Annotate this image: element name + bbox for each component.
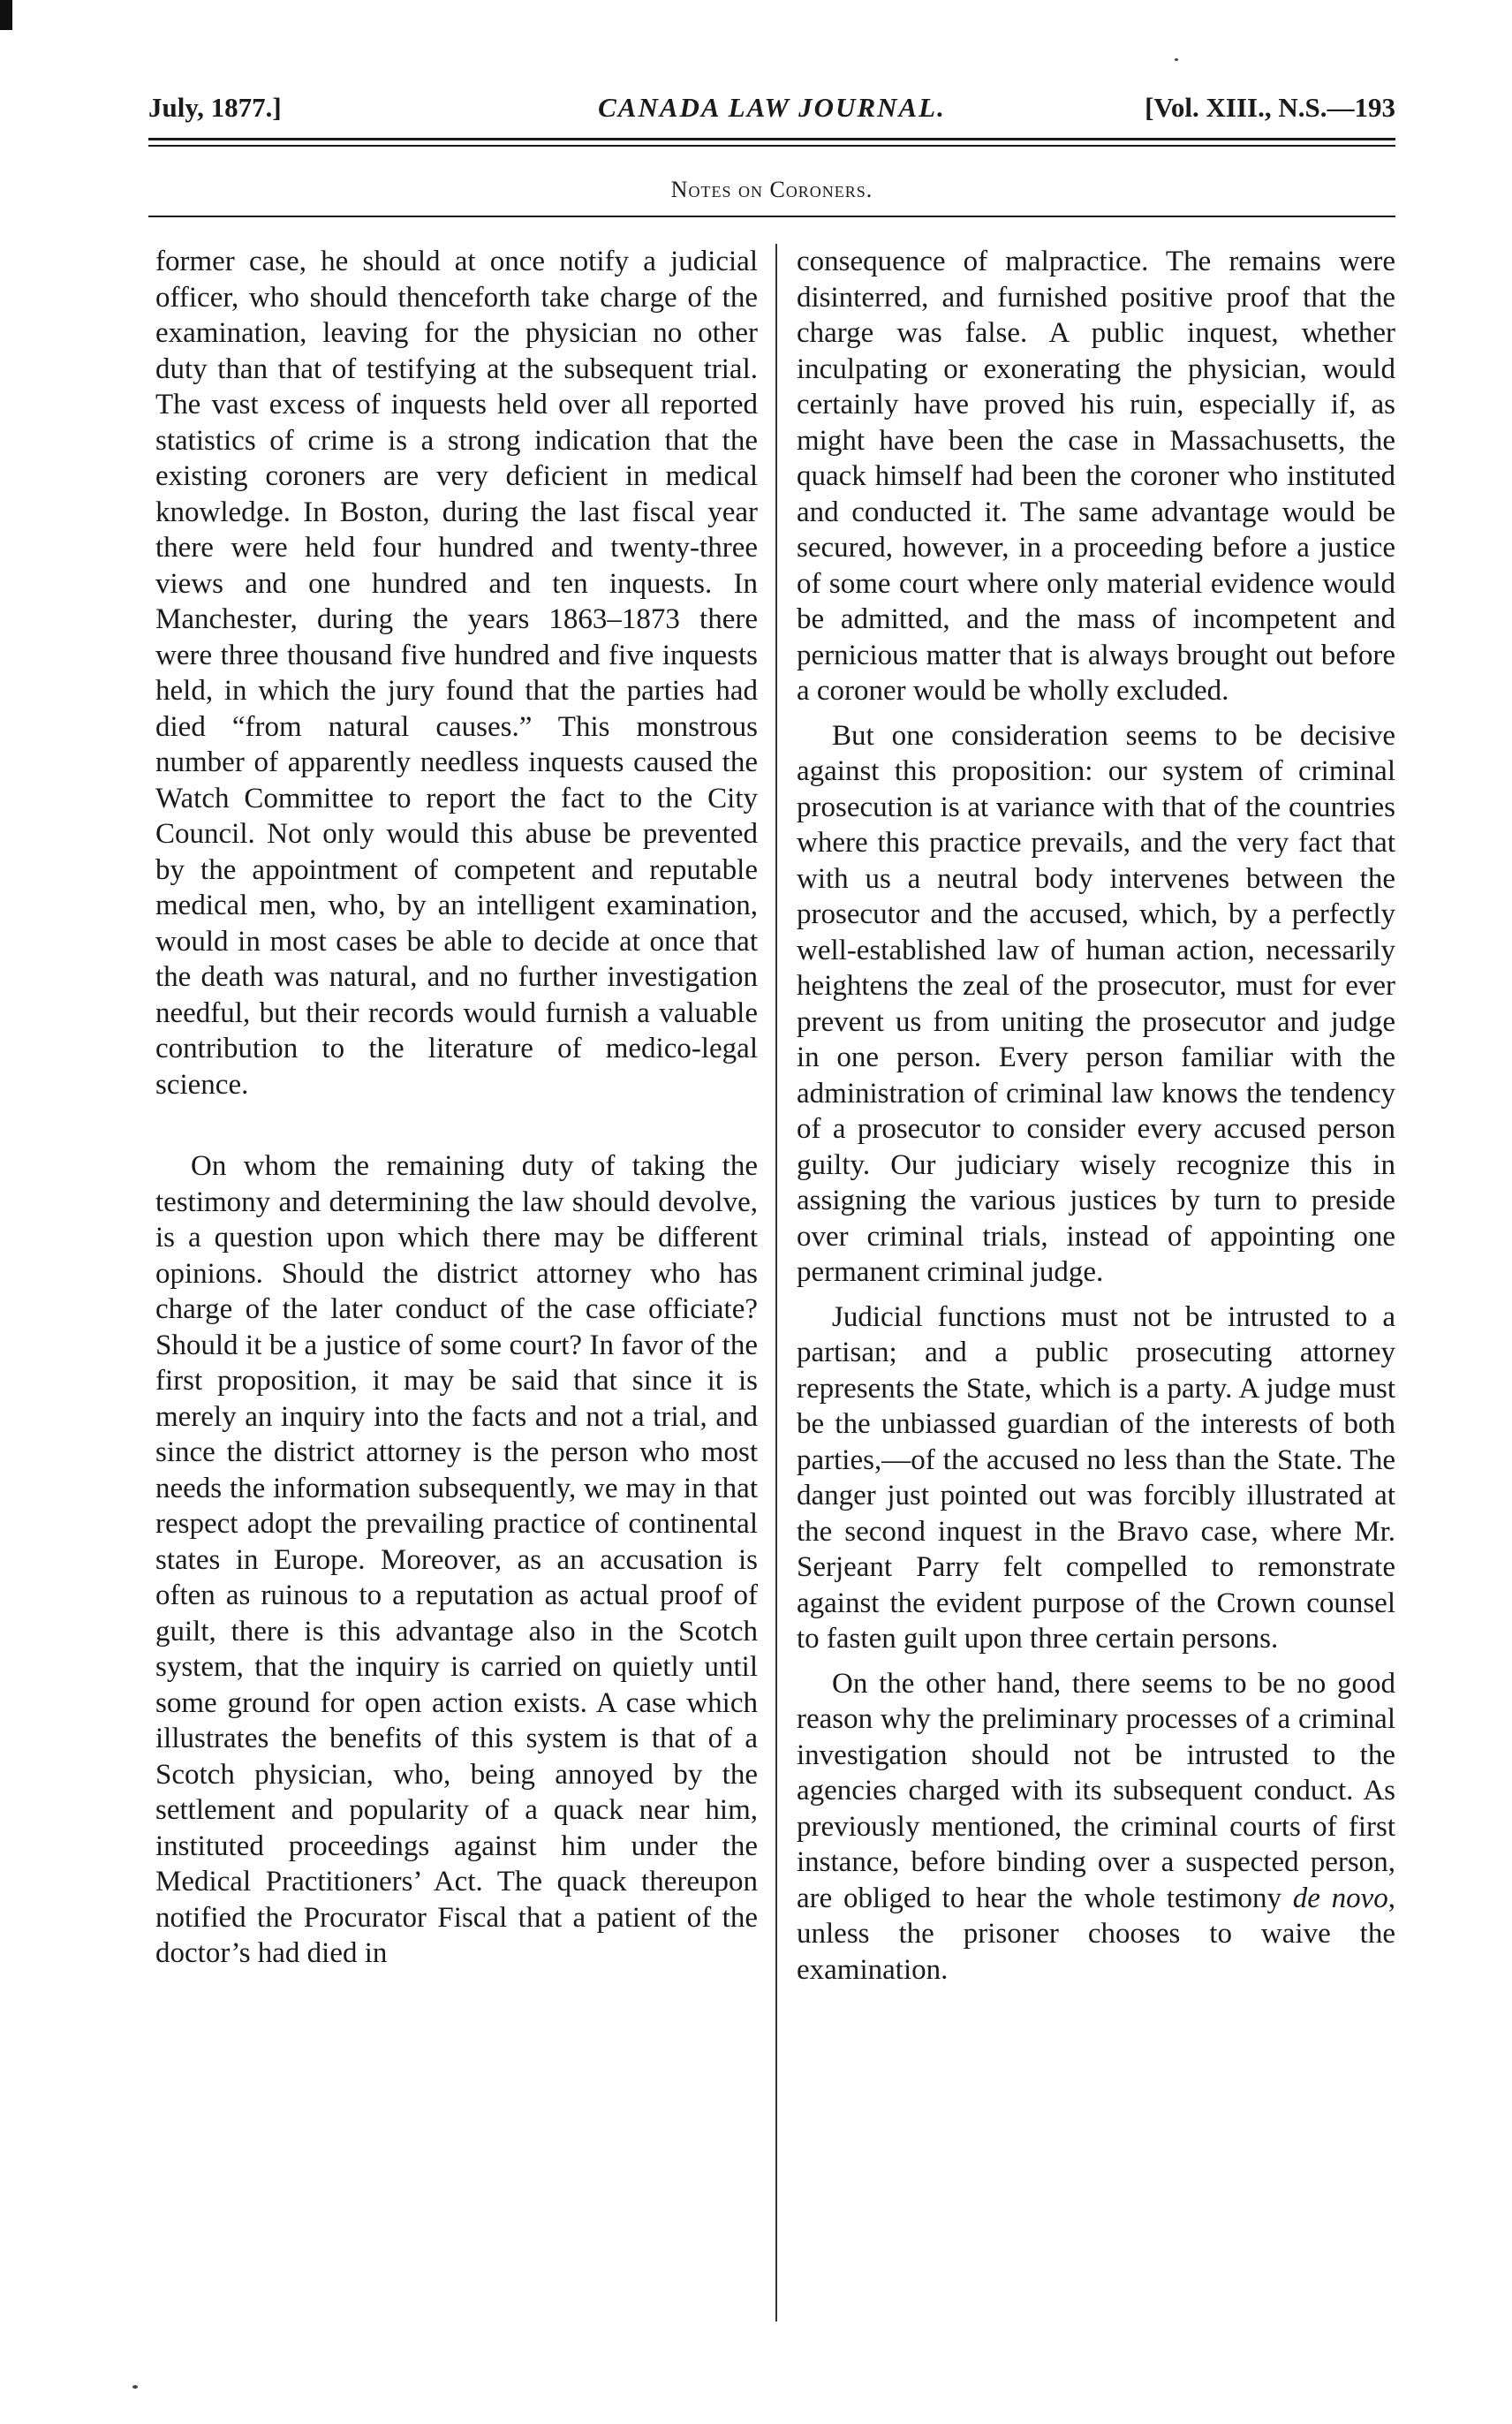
running-head-volume-page: [Vol. XIII., N.S.—193 (1145, 92, 1395, 123)
scan-speck (1175, 58, 1178, 61)
scan-edge-mark (0, 0, 12, 30)
running-head-date: July, 1877.] (148, 92, 282, 123)
running-head-journal-title: CANADA LAW JOURNAL. (598, 92, 946, 123)
section-title: Notes on Coroners. (670, 177, 873, 202)
right-paragraph-2: But one consideration seems to be decisive against this proposition: our system of criminal prosecution is at variance with that of the countries where this practice prevails, and the very fact that with us a neutral body intervenes between the prosecutor and the accused, which, by a perfectly well-established law of human action, necessarily heightens the zeal of the prosecutor, must for ever prevent us from uniting the prosecutor and judge in one person. Every person familiar with the administration of criminal law knows the tendency of a prosecutor to consider every accused person guilty. Our judiciary wisely recognize this in assigning the various justices by turn to preside over criminal trials, instead of appointing one permanent criminal judge. (797, 719, 1395, 1288)
right-column (797, 244, 1395, 1988)
right-paragraph-4-italic-phrase: de novo (1292, 1882, 1388, 1914)
scan-speck (132, 2385, 138, 2389)
right-paragraph-4 (797, 1666, 1395, 1988)
right-paragraph-4-text-start: On the other hand, there seems to be no good reason why the preliminary processes of a criminal investigation should not be intrusted to the agencies charged with its subsequent conduct. As previously mentioned, the criminal courts of first instance, before binding over a suspected person, are obliged to hear the whole testimony (797, 1667, 1395, 1914)
header-rule-upper (148, 138, 1395, 140)
running-head (148, 92, 1395, 136)
header-rule-lower (148, 145, 1395, 147)
section-rule (148, 216, 1395, 217)
right-paragraph-3: Judicial functions must not be intrusted to a partisan; and a public prosecuting attorney represents the State, which is a party. A judge must be the unbiassed guardian of the interests of both parties,—of the accused no less than the State. The danger just pointed out was forcibly illustrated at the second inquest in the Bravo case, where Mr. Serjeant Parry felt compelled to remonstrate against the evident purpose of the Crown counsel to fasten guilt upon three certain persons. (797, 1300, 1395, 1655)
left-column (155, 244, 758, 1972)
right-paragraph-4-text-end: , unless the prisoner chooses to waive the examination. (797, 1882, 1395, 1986)
left-paragraph-1: former case, he should at once notify a judicial officer, who should thenceforth take charge of the examination, leaving for the physician no other duty than that of testifying at the subsequent trial. The vast excess of inquests held over all reported statistics of crime is a strong indication that the existing coroners are very deficient in medical knowledge. In Boston, during the last fiscal year there were held four hundred and twenty-three views and one hundred and ten inquests. In Manchester, during the years 1863–1873 there were three thousand five hundred and five inquests held, in which the jury found that the parties had died “from natural causes.” This monstrous number of apparently needless inquests caused the Watch Committee to report the fact to the City Council. Not only would this abuse be prevented by the appointment of competent and reputable medical men, who, by an intelligent examination, would in most cases be able to decide at once that the death was natural, and no further investigation needful, but their records would furnish a valuable contribution to the literature of medico-legal science. (155, 246, 758, 1101)
left-paragraph-2: On whom the remaining duty of taking the testimony and determining the law should devolve, is a question upon which there may be different opinions. Should the district attorney who has charge of the later conduct of the case officiate? Should it be a justice of some court? In favor of the first proposition, it may be said that since it is merely an inquiry into the facts and not a trial, and since the district attorney is the person who most needs the information subsequently, we may in that respect adopt the prevailing practice of continental states in Europe. Moreover, as an accusation is often as ruinous to a reputation as actual proof of guilt, there is this advantage also in the Scotch system, that the inquiry is carried on quietly until some ground for open action exists. A case which illustrates the benefits of this system is that of a Scotch physician, who, being annoyed by the settlement and popularity of a quack near him, instituted proceedings against him under the Medical Practitioners’ Act. The quack thereupon notified the Procurator Fiscal that a patient of the doctor’s had died in (155, 1150, 758, 1969)
column-divider (775, 244, 777, 2322)
right-paragraph-1: consequence of malpractice. The remains were disinterred, and furnished positive proof that the charge was false. A public inquest, whether inculpating or exonerating the physician, would certainly have proved his ruin, especially if, as might have been the case in Massachusetts, the quack himself had been the coroner who instituted and conducted it. The same advantage would be secured, however, in a proceeding before a justice of some court where only material evidence would be admitted, and the mass of incompetent and pernicious matter that is always brought out before a coroner would be wholly excluded. (797, 246, 1395, 707)
